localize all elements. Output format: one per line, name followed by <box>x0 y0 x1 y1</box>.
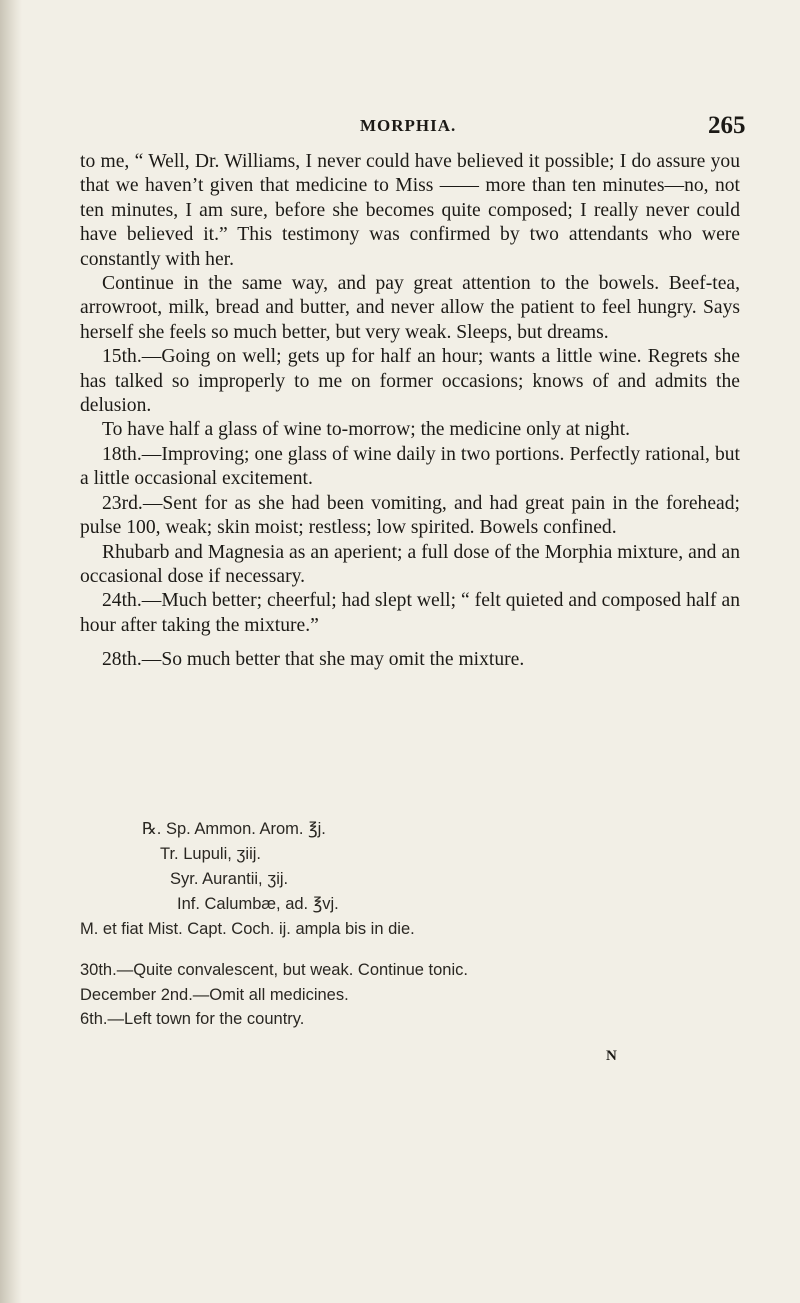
prescription-line: Inf. Calumbæ, ad. ℥vj. <box>177 895 339 913</box>
prescription-block <box>80 817 740 942</box>
note-line: 30th.—Quite convalescent, but weak. Continue tonic. <box>80 961 468 979</box>
prescription-line: ℞. Sp. Ammon. Arom. ℥j. <box>142 820 326 838</box>
note-line: 6th.—Left town for the country. <box>80 1010 305 1028</box>
page-spine-shadow <box>0 0 22 1303</box>
body-text <box>80 150 740 673</box>
running-title: MORPHIA. <box>360 116 457 135</box>
paragraph: 28th.—So much better that she may omit the mixture. <box>102 649 525 671</box>
page-number: 265 <box>708 112 746 139</box>
prescription-line: Tr. Lupuli, ʒiij. <box>160 845 261 863</box>
note-line: December 2nd.—Omit all medicines. <box>80 985 349 1004</box>
prescription-line: Syr. Aurantii, ʒij. <box>170 870 289 888</box>
paragraph: 23rd.—Sent for as she had been vomiting, and had great pain in the forehead; pulse 100, weak; skin moist; restless; low spirited. Bowels confined. <box>80 492 740 539</box>
closing-notes <box>80 958 740 1032</box>
paragraph: 15th.—Going on well; gets up for half an hour; wants a little wine. Regrets she has talked so improperly to me on former occasions; knows of and admits the delusion. <box>80 346 740 417</box>
paragraph: To have half a glass of wine to-morrow; the medicine only at night. <box>102 419 631 441</box>
page-header <box>0 112 800 142</box>
paragraph: 24th.—Much better; cheerful; had slept well; “ felt quieted and composed half an hour after taking the mixture.” <box>80 590 740 636</box>
paragraph: to me, “ Well, Dr. Williams, I never could have believed it possible; I do assure you that we haven’t given that medicine to Miss —— more than ten minutes—no, not ten minutes, I am sure, before she becomes quite composed; I really never could have believed it.” This testimony was confirmed by two attendants who were constantly with her. <box>80 151 740 270</box>
paragraph: 18th.—Improving; one glass of wine daily in two portions. Perfectly rational, but a little occasional excitement. <box>80 443 740 490</box>
signature-mark: N <box>606 1048 617 1064</box>
prescription-line: M. et fiat Mist. Capt. Coch. ij. ampla bis in die. <box>80 920 415 938</box>
paragraph: Continue in the same way, and pay great attention to the bowels. Beef-tea, arrowroot, milk, bread and butter, and never allow the patient to feel hungry. Says herself she feels so much better, but very weak. Sleeps, but dreams. <box>80 273 740 343</box>
paragraph: Rhubarb and Magnesia as an aperient; a full dose of the Morphia mixture, and an occasional dose if necessary. <box>80 541 740 587</box>
